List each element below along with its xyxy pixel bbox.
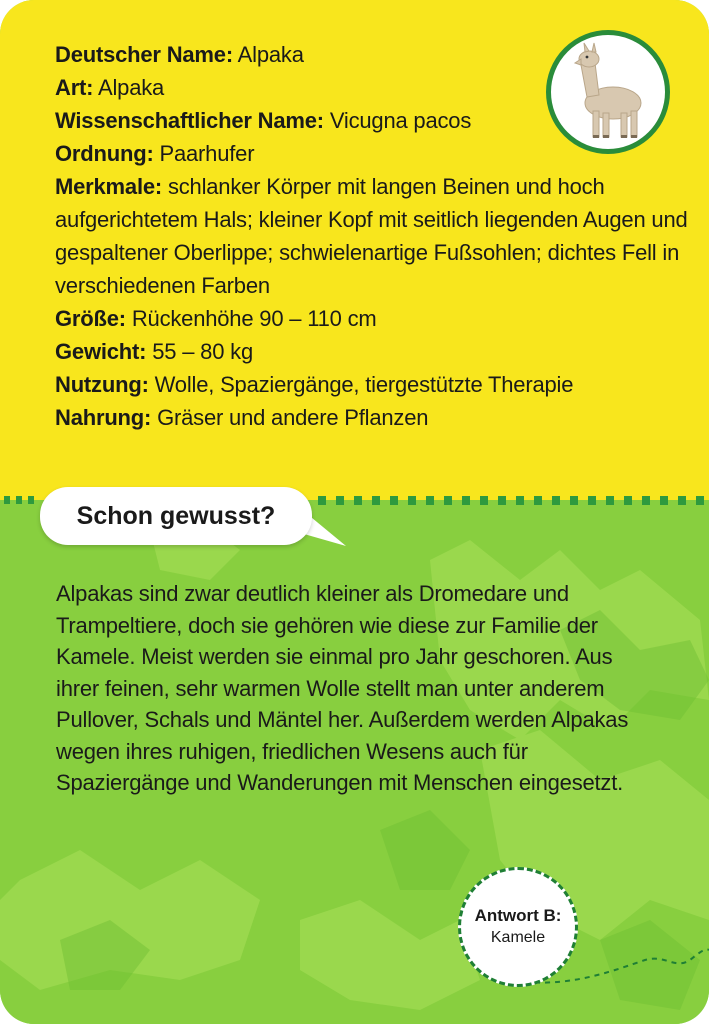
fact-value: Alpaka bbox=[237, 42, 304, 67]
fact-key: Nahrung: bbox=[55, 405, 152, 430]
fact-key: Ordnung: bbox=[55, 141, 154, 166]
answer-label: Antwort B: bbox=[474, 906, 562, 925]
fact-value: Paarhufer bbox=[159, 141, 255, 166]
fact-value: Gräser und andere Pflanzen bbox=[157, 405, 429, 430]
bubble-title: Schon gewusst? bbox=[76, 501, 276, 530]
fact-value: Vicugna pacos bbox=[329, 108, 472, 133]
fact-food bbox=[55, 401, 685, 434]
answer-value: Kamele bbox=[490, 929, 546, 946]
fact-key: Größe: bbox=[55, 306, 126, 331]
fact-value: schlanker Körper mit langen Beinen und hoch aufgerichtetem Hals; kleiner Kopf mit seitlich liegenden Augen und gespaltener Oberlippe; schwielenartige Fußsohlen; dichtes Fell in verschiedenen Farben bbox=[55, 174, 688, 298]
fact-value: Wolle, Spaziergänge, tiergestützte Therapie bbox=[154, 372, 574, 397]
fact-key: Gewicht: bbox=[55, 339, 147, 364]
fact-usage bbox=[55, 368, 685, 401]
answer-badge bbox=[458, 867, 578, 987]
fact-value: Alpaka bbox=[98, 75, 165, 100]
fact-key: Nutzung: bbox=[55, 372, 149, 397]
fact-features bbox=[55, 170, 695, 302]
info-text: Alpakas sind zwar deutlich kleiner als Dromedare und Trampeltiere, doch sie gehören wie diese zur Familie der Kamele. Meist werden sie einmal pro Jahr geschoren. Aus ihrer feinen, sehr warmen Wolle stellt man unter anderem Pullover, Schals und Mäntel her. Außerdem werden Alpakas wegen ihres ruhigen, friedlichen Wesens auch für Spaziergänge und Wanderungen mit Menschen eingesetzt. bbox=[56, 581, 629, 795]
fact-weight bbox=[55, 335, 685, 368]
fact-key: Deutscher Name: bbox=[55, 42, 233, 67]
fact-value: 55 – 80 kg bbox=[152, 339, 253, 364]
alpaca-icon bbox=[551, 35, 665, 149]
fact-key: Art: bbox=[55, 75, 94, 100]
alpaca-photo bbox=[546, 30, 670, 154]
fact-size bbox=[55, 302, 685, 335]
fact-key: Merkmale: bbox=[55, 174, 163, 199]
fact-key: Wissenschaftlicher Name: bbox=[55, 108, 324, 133]
fact-value: Rückenhöhe 90 – 110 cm bbox=[131, 306, 377, 331]
did-you-know-bubble bbox=[40, 487, 312, 545]
